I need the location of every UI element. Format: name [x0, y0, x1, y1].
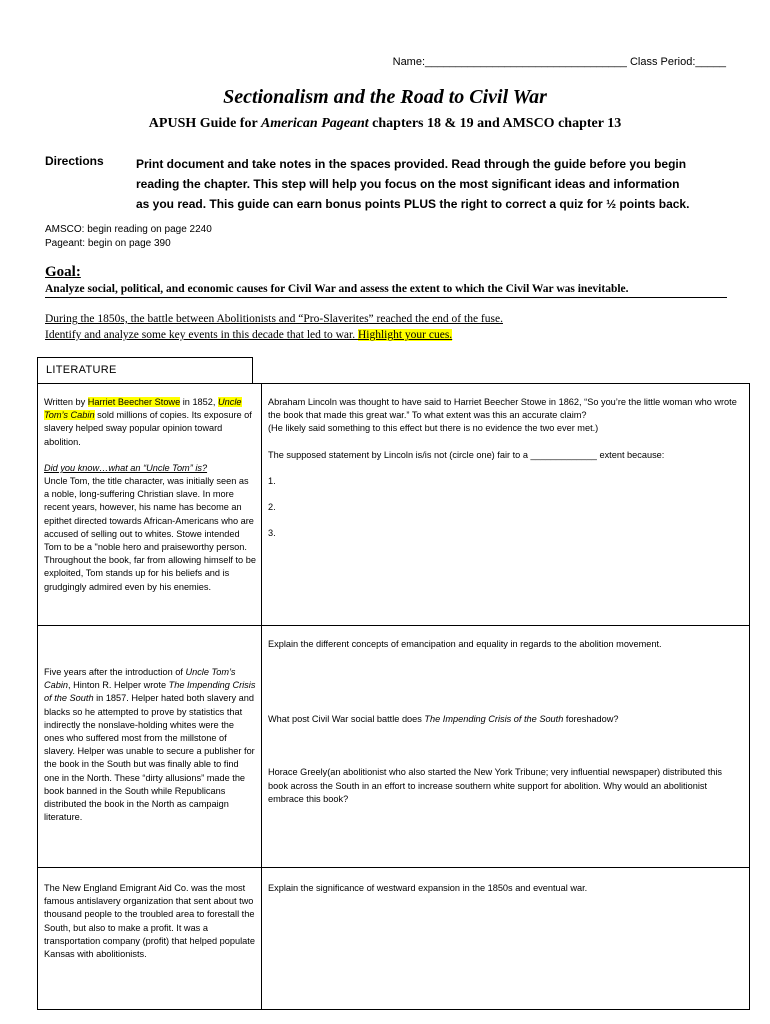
- goal-label: Goal:: [45, 264, 81, 280]
- directions-label: Directions: [45, 154, 104, 168]
- greely-question: Horace Greely(an abolitionist who also started the New York Tribune; very influential newspaper) distributed this book across the South in an effort to increase southern white support for abolition. Why would an abolitionist embrace this book?: [268, 767, 722, 804]
- decade-intro-line: During the 1850s, the battle between Abolitionists and “Pro-Slaverites” reached the end of the fuse.: [45, 313, 503, 325]
- post-war-text-a: What post Civil War social battle does: [268, 714, 425, 725]
- helper-book1: Uncle Tom’s Cabin: [44, 667, 236, 691]
- name-field[interactable]: _________________________________: [425, 56, 627, 68]
- stowe-paragraph: [44, 396, 256, 449]
- row3-right-cell[interactable]: [262, 868, 750, 1010]
- post-war-book: The Impending Crisis of the South: [424, 714, 564, 725]
- helper-text-a: Five years after the introduction of: [44, 667, 186, 677]
- lincoln-note: (He likely said something to this effect but there is no evidence the two ever met.): [268, 423, 599, 434]
- row2-left-cell: [38, 626, 262, 868]
- stowe-text-c: sold millions of copies. Its exposure of slavery helped sway popular opinion toward abolition.: [44, 410, 252, 447]
- subtitle-book: American Pageant: [260, 116, 369, 131]
- answer-item-1: 1.: [268, 475, 276, 486]
- post-war-question: [268, 713, 744, 726]
- answer-item-2: 2.: [268, 502, 276, 513]
- subtitle-suffix: chapters 18 & 19 and AMSCO chapter 13: [368, 116, 622, 131]
- goal-text: Analyze social, political, and economic causes for Civil War and assess the extent to which the Civil War was inevitable.: [45, 283, 727, 298]
- uncle-tom-question: Did you know…what an “Uncle Tom” is?: [44, 462, 208, 473]
- class-period-field[interactable]: _____: [695, 56, 726, 68]
- section-label-literature: LITERATURE: [46, 364, 117, 376]
- name-label: Name:: [392, 56, 426, 68]
- class-period-label: Class Period:: [629, 56, 696, 68]
- table-row: [38, 626, 750, 868]
- stowe-text-b: in 1852,: [180, 397, 218, 407]
- document-subtitle: [0, 116, 770, 132]
- name-period-line: [393, 56, 726, 68]
- subtitle-prefix: APUSH Guide for: [148, 116, 261, 131]
- table-row: [38, 384, 750, 626]
- helper-paragraph: [44, 666, 256, 824]
- helper-text-b: , Hinton R. Helper wrote: [68, 680, 169, 691]
- row1-left-cell: [38, 384, 262, 626]
- emancipation-question: Explain the different concepts of emancipation and equality in regards to the abolition movement.: [268, 639, 662, 649]
- decade-task-line: [45, 329, 452, 341]
- answer-item-3: 3.: [268, 528, 276, 539]
- row1-right-cell[interactable]: [262, 384, 750, 626]
- row3-left-cell: [38, 868, 262, 1010]
- table-row: [38, 868, 750, 1010]
- decade-task-text: Identify and analyze some key events in this decade that led to war.: [45, 329, 358, 341]
- directions-text: Print document and take notes in the spaces provided. Read through the guide before you begin reading the chapter. This step will help you focus on the most significant ideas and information as you read. This guide can earn bonus points PLUS the right to correct a quiz for ½ points back.: [136, 157, 690, 211]
- row2-right-cell[interactable]: [262, 626, 750, 868]
- westward-expansion-question: Explain the significance of westward expansion in the 1850s and eventual war.: [268, 883, 588, 893]
- emigrant-aid-paragraph: The New England Emigrant Aid Co. was the most famous antislavery organization that sent about two thousand people to the troubled area to forestall the South, but also to make a profit. It was a transportation company (profit) that helped populate Kansas with abolitionists.: [44, 883, 255, 960]
- lincoln-quote: Abraham Lincoln was thought to have said to Harriet Beecher Stowe in 1862, “So you’re the little woman who wrote the book that made this great war.” To what extent was this an accurate claim?: [268, 397, 737, 421]
- uncle-tom-paragraph: Uncle Tom, the title character, was initially seen as a noble, long-suffering Christian slave. In more recent years, however, his name has become an epithet directed towards African-Americans who are accused of selling out to whites. Stowe intended Tom to be a "noble hero and praiseworthy person. Throughout the book, far from allowing himself to be exploited, Tom stands up for his beliefs and is grudgingly admired even by his enemies.: [44, 476, 256, 592]
- helper-text-c: in 1857. Helper hated both slavery and blacks so he attempted to prove by statistics that indirectly the nonslave-holding whites were the ones who suffered most from the millstone of slavery. Helper was unable to secure a publisher for the book in the South but was finally able to find one in the North. These “dirty allusions” made the book banned in the South while Republicans distributed the book in the North as campaign literature.: [44, 693, 255, 823]
- pageant-start-page: Pageant: begin on page 390: [45, 238, 171, 249]
- notes-table: [37, 383, 750, 1010]
- stowe-author-highlight: Harriet Beecher Stowe: [87, 397, 181, 407]
- section-header-box: [37, 357, 253, 383]
- amsco-start-page: AMSCO: begin reading on page 2240: [45, 224, 212, 235]
- post-war-text-b: foreshadow?: [563, 714, 619, 725]
- stowe-book-highlight: Uncle Tom’s Cabin: [44, 397, 242, 421]
- document-title: Sectionalism and the Road to Civil War: [223, 86, 547, 108]
- helper-book2: The Impending Crisis of the South: [44, 680, 256, 704]
- stowe-text-a: Written by: [44, 397, 88, 407]
- highlight-cues: Highlight your cues.: [357, 329, 453, 341]
- lincoln-prompt: The supposed statement by Lincoln is/is not (circle one) fair to a _____________ extent because:: [268, 449, 665, 460]
